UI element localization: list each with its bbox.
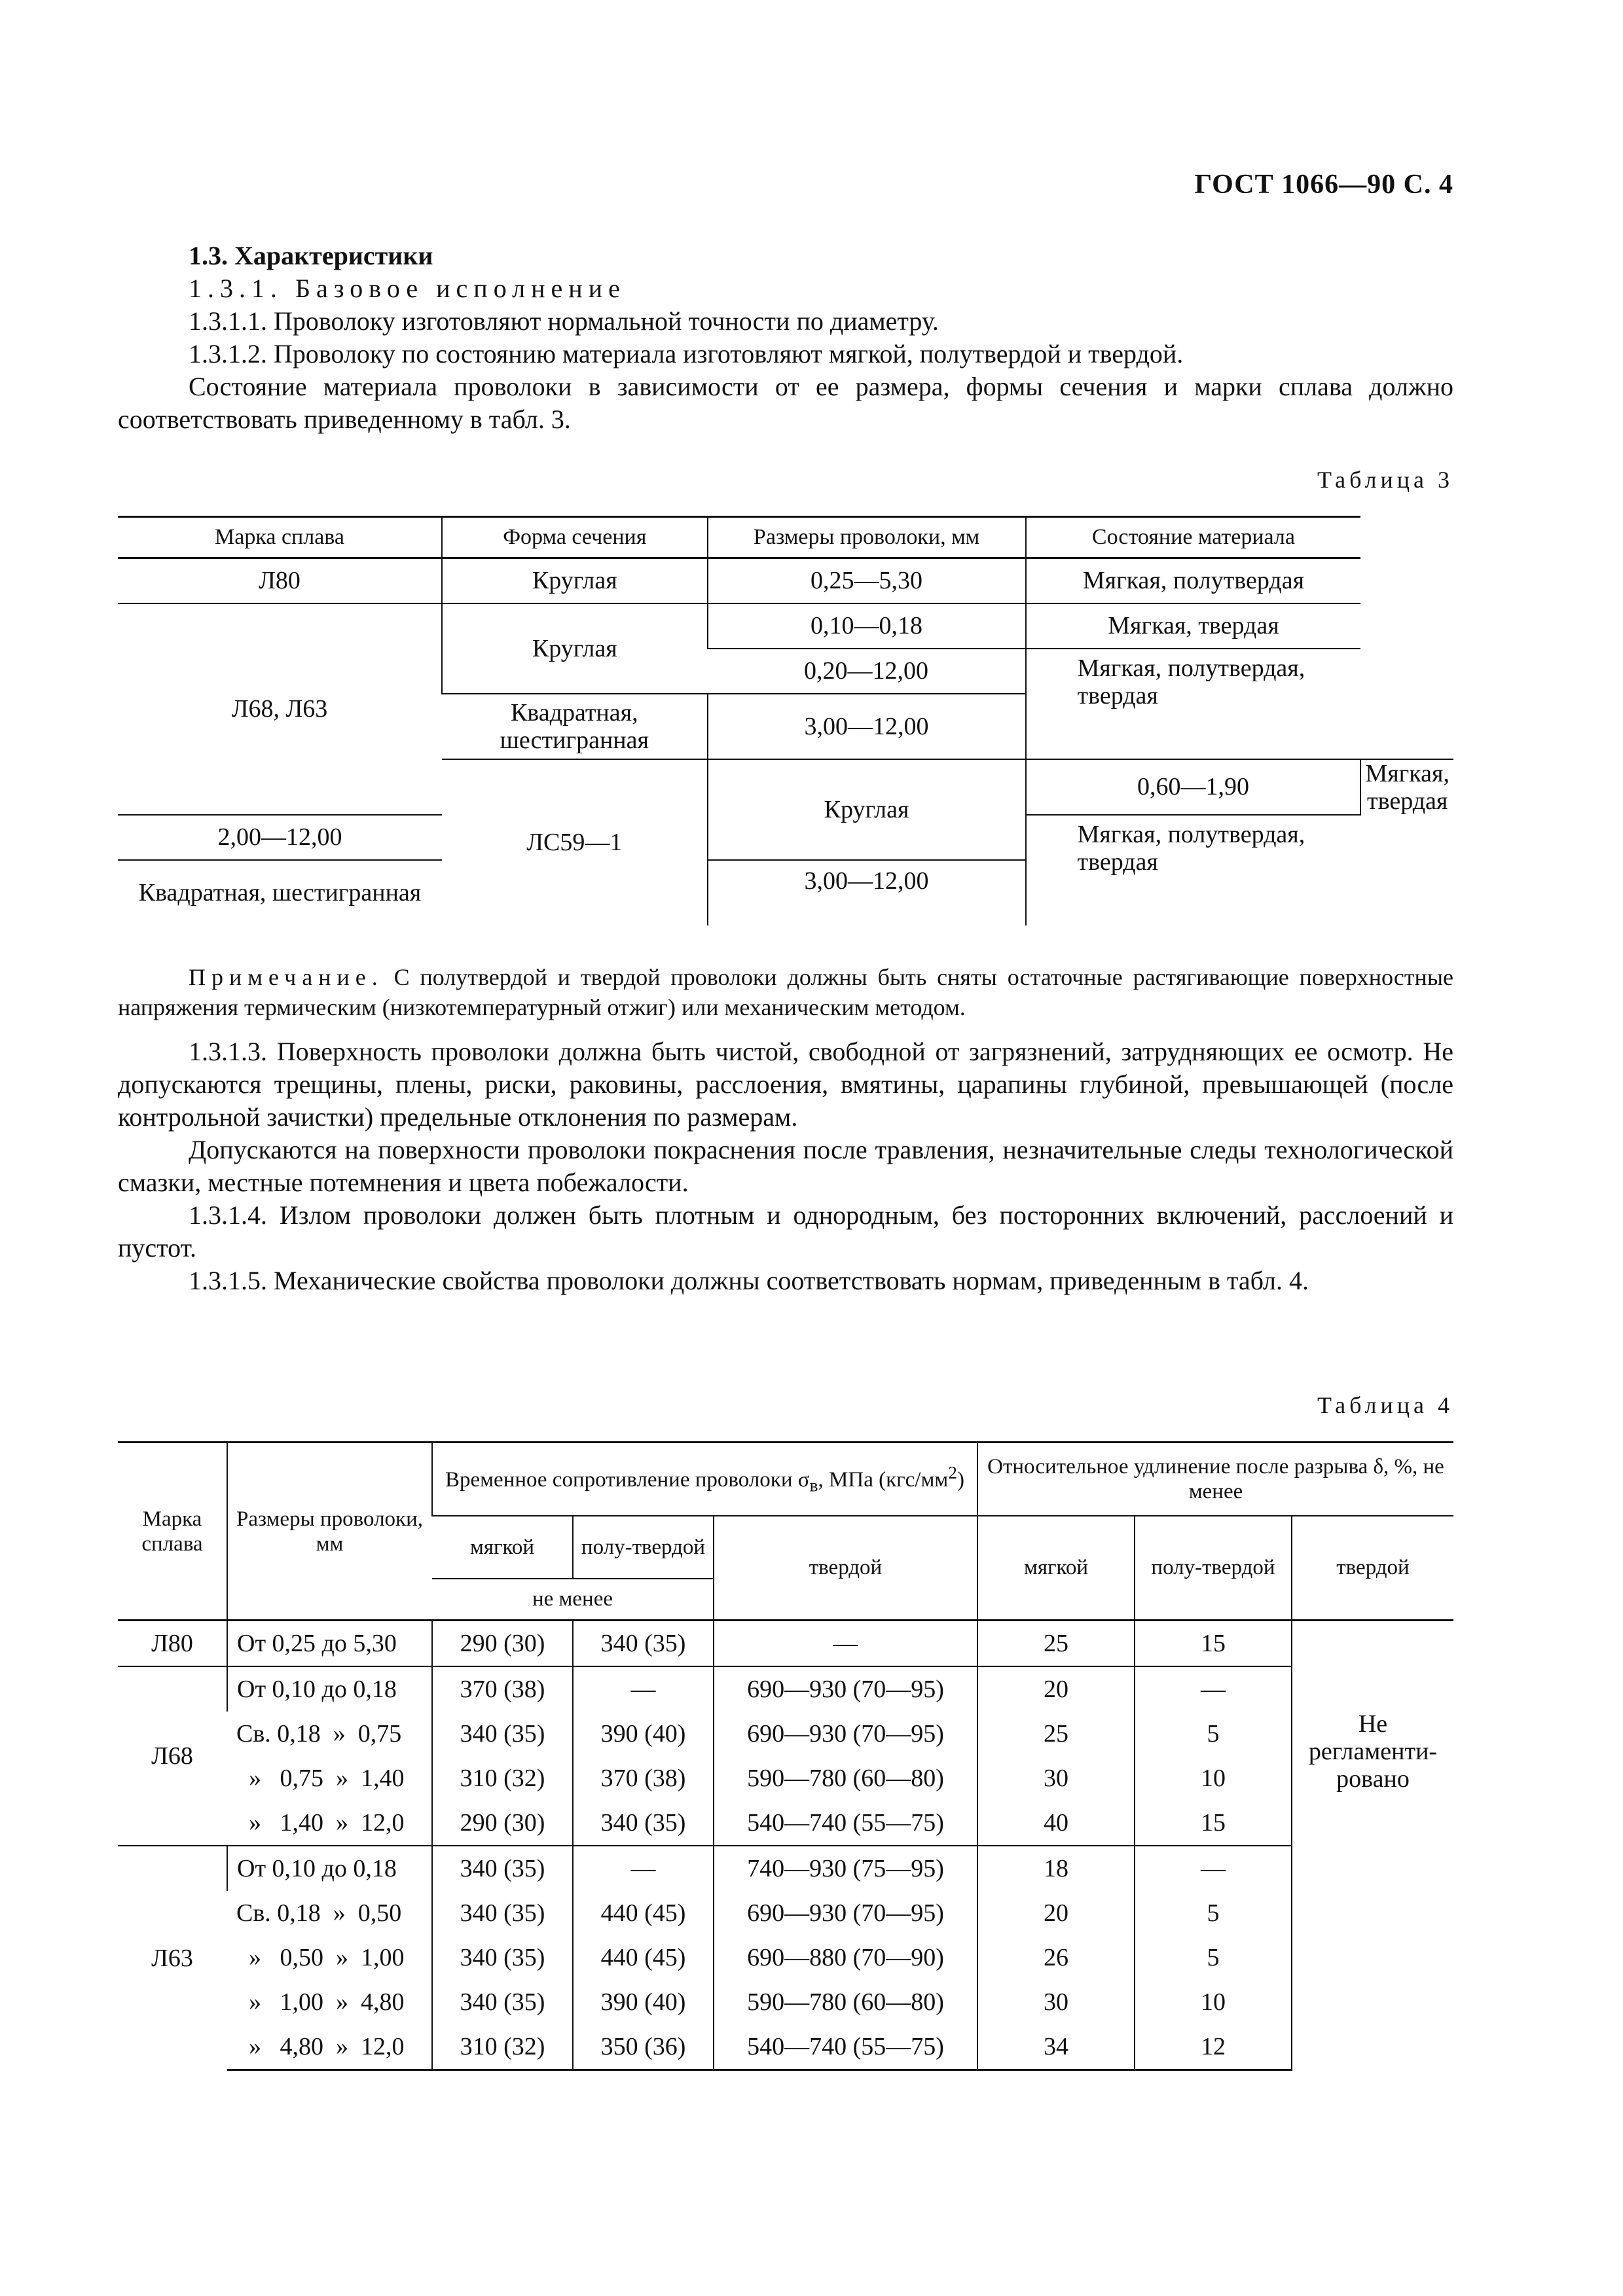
cell-strength-hard: 590—780 (60—80) xyxy=(714,1980,977,2024)
paragraph: 1.3.1.3. Поверхность проволоки должна быть чистой, свободной от загрязнений, затрудняющих ее осмотр. Не допускаются трещины, плены, риски, раковины, расслоения, вмятины, царапины глубиной, превышающей (после контрольной зачистки) предельные отклонения по размерам. xyxy=(118,1037,1453,1132)
cell-state: Мягкая, полутвердая xyxy=(1026,558,1361,603)
cell-elong-soft: 18 xyxy=(977,1846,1135,1891)
cell-strength-semi: 440 (45) xyxy=(573,1891,714,1935)
paragraph: 1.3.1.1. Проволоку изготовляют нормальной точности по диаметру. xyxy=(189,306,939,336)
header-elongation: Относительное удлинение после разрыва δ, %, не менее xyxy=(977,1443,1453,1516)
table-row xyxy=(118,1666,1453,1712)
cell-grade: Л80 xyxy=(118,1621,227,1667)
cell-elong-soft: 25 xyxy=(977,1621,1135,1667)
table-header: Форма сечения xyxy=(442,517,707,558)
cell-strength-semi: — xyxy=(573,1846,714,1891)
section-title: 1.3. Характеристики xyxy=(189,241,433,270)
cell-grade: Л63 xyxy=(118,1846,227,2070)
header-semi: полу-твердой xyxy=(573,1516,714,1579)
cell-strength-hard: — xyxy=(714,1621,977,1667)
cell-elong-soft: 30 xyxy=(977,1980,1135,2024)
table-4 xyxy=(118,1441,1453,2071)
cell-elong-soft: 25 xyxy=(977,1712,1135,1756)
cell-strength-soft: 340 (35) xyxy=(432,1712,573,1756)
table-header: Размеры проволоки, мм xyxy=(708,517,1026,558)
cell-strength-semi: 370 (38) xyxy=(573,1756,714,1801)
cell-strength-semi: 390 (40) xyxy=(573,1712,714,1756)
cell-strength-hard: 740—930 (75—95) xyxy=(714,1846,977,1891)
cell-shape: Квадратная, шестигранная xyxy=(118,860,442,925)
cell-strength-semi: 350 (36) xyxy=(573,2024,714,2070)
header-e-hard: твердой xyxy=(1292,1516,1453,1621)
page-header: ГОСТ 1066—90 С. 4 xyxy=(1194,170,1453,200)
cell-strength-soft: 290 (30) xyxy=(432,1621,573,1667)
cell-strength-soft: 290 (30) xyxy=(432,1801,573,1846)
table-header: Состояние материала xyxy=(1026,517,1361,558)
header-e-semi: полу-твердой xyxy=(1135,1516,1292,1621)
table-row xyxy=(118,1846,1453,1891)
paragraph: 1.3.1.2. Проволоку по состоянию материала изготовляют мягкой, полутвердой и твердой. xyxy=(189,339,1184,368)
table-row xyxy=(118,603,1453,649)
cell-strength-hard: 690—930 (70—95) xyxy=(714,1712,977,1756)
cell-size: От 0,10 до 0,18 xyxy=(227,1666,432,1712)
header-soft: мягкой xyxy=(432,1516,573,1579)
cell-strength-hard: 690—880 (70—90) xyxy=(714,1935,977,1980)
cell-elong-soft: 26 xyxy=(977,1935,1135,1980)
table-header: Марка сплава xyxy=(118,517,442,558)
cell-elong-semi: 5 xyxy=(1135,1935,1292,1980)
cell-elong-semi: 10 xyxy=(1135,1756,1292,1801)
cell-strength-hard: 540—740 (55—75) xyxy=(714,2024,977,2070)
table-row xyxy=(118,1712,1453,1756)
cell-elong-soft: 20 xyxy=(977,1891,1135,1935)
not-regulated-text: Не регламенти-рованo xyxy=(1308,1710,1438,1793)
cell-elong-semi: 5 xyxy=(1135,1891,1292,1935)
cell-strength-hard: 690—930 (70—95) xyxy=(714,1891,977,1935)
cell-strength-hard: 590—780 (60—80) xyxy=(714,1756,977,1801)
cell-state: Мягкая, твердая xyxy=(1026,603,1361,649)
document-page xyxy=(118,0,1453,2296)
cell-size: Св. 0,18 » 0,75 xyxy=(236,1720,402,1748)
cell-shape: Круглая xyxy=(442,603,707,694)
cell-state: Мягкая, полутвердая, твердая xyxy=(1026,649,1361,759)
table-3 xyxy=(118,516,1453,925)
cell-shape: Квадратная, шестигранная xyxy=(442,694,707,759)
cell-strength-soft: 310 (32) xyxy=(432,2024,573,2070)
cell-strength-semi: — xyxy=(573,1666,714,1712)
cell-size: 0,10—0,18 xyxy=(708,603,1026,649)
paragraph: Состояние материала проволоки в зависимости от ее размера, формы сечения и марки сплава должно соответствовать приведенному в табл. 3. xyxy=(118,372,1453,434)
cell-elong-semi: 15 xyxy=(1135,1621,1292,1667)
header-strength: Временное сопротивление проволоки $\sigma_в$, МПа $(кгс/мм^2)$ xyxy=(432,1443,977,1516)
table-row xyxy=(118,1891,1453,1935)
cell-strength-semi: 340 (35) xyxy=(573,1801,714,1846)
table-row xyxy=(118,1980,1453,2024)
cell-state: Мягкая, твердая xyxy=(1360,759,1453,815)
cell-grade: Л80 xyxy=(259,567,301,595)
header-hard: твердой xyxy=(714,1516,977,1621)
cell-size: От 0,10 до 0,18 xyxy=(227,1846,432,1891)
table-row xyxy=(118,1621,1453,1667)
cell-elong-semi: 10 xyxy=(1135,1980,1292,2024)
note-text: С полутвердой и твердой проволоки должны быть сняты остаточные растягивающие поверхностные напряжения термическим (низкотемпературный отжиг) или механическим методом. xyxy=(118,964,1453,1020)
cell-strength-soft: 340 (35) xyxy=(432,1891,573,1935)
table-row xyxy=(118,2024,1453,2070)
cell-elong-semi: — xyxy=(1135,1666,1292,1712)
cell-elong-semi: 12 xyxy=(1135,2024,1292,2070)
section-text xyxy=(118,240,1453,436)
cell-strength-hard: 540—740 (55—75) xyxy=(714,1801,977,1846)
table-row xyxy=(118,558,1453,603)
note-label: Примечание. xyxy=(189,964,384,990)
cell-grade: ЛС59—1 xyxy=(442,759,707,925)
paragraph: Допускаются на поверхности проволоки покраснения после травления, незначительные следы технологической смазки, местные потемнения и цвета побежалости. xyxy=(118,1135,1453,1197)
header-e-soft: мягкой xyxy=(977,1516,1135,1621)
cell-size: 3,00—12,00 xyxy=(708,860,1026,925)
cell-size: » 1,00 » 4,80 xyxy=(236,1988,405,2016)
cell-state: Мягкая, полутвердая, твердая xyxy=(1026,815,1361,925)
cell-size: Св. 0,18 » 0,50 xyxy=(236,1899,402,1927)
paragraph: 1.3.1.5. Механические свойства проволоки должны соответствовать нормам, приведенным в табл. 4. xyxy=(189,1266,1309,1295)
cell-elong-semi: 15 xyxy=(1135,1801,1292,1846)
cell-size: 3,00—12,00 xyxy=(708,694,1026,759)
table-row xyxy=(118,1801,1453,1846)
cell-elong-semi: 5 xyxy=(1135,1712,1292,1756)
cell-grade: Л68 xyxy=(118,1666,227,1846)
cell-elong-semi: — xyxy=(1135,1846,1292,1891)
cell-shape: Круглая xyxy=(708,759,1026,860)
cell-size: » 1,40 » 12,0 xyxy=(236,1809,405,1837)
cell-strength-semi: 440 (45) xyxy=(573,1935,714,1980)
cell-elong-soft: 30 xyxy=(977,1756,1135,1801)
cell-size: » 0,50 » 1,00 xyxy=(236,1944,405,1971)
table-4-caption: Таблица 4 xyxy=(1317,1392,1453,1418)
cell-elong-hard xyxy=(1292,1621,1453,2070)
cell-elong-soft: 34 xyxy=(977,2024,1135,2070)
header-size: Размеры проволоки, мм xyxy=(227,1443,432,1621)
cell-shape: Круглая xyxy=(442,558,707,603)
cell-strength-semi: 340 (35) xyxy=(573,1621,714,1667)
subsection-title: 1.3.1. Базовое исполнение xyxy=(189,274,626,303)
cell-size: 2,00—12,00 xyxy=(118,815,442,860)
cell-size: 0,60—1,90 xyxy=(1026,759,1361,815)
cell-elong-soft: 40 xyxy=(977,1801,1135,1846)
cell-size: » 0,75 » 1,40 xyxy=(236,1765,405,1792)
cell-size: » 4,80 » 12,0 xyxy=(227,2024,432,2070)
cell-elong-soft: 20 xyxy=(977,1666,1135,1712)
cell-strength-soft: 340 (35) xyxy=(432,1935,573,1980)
cell-strength-semi: 390 (40) xyxy=(573,1980,714,2024)
table-row xyxy=(118,1756,1453,1801)
cell-size: 0,20—12,00 xyxy=(708,649,1026,694)
cell-size: 0,25—5,30 xyxy=(708,558,1026,603)
cell-strength-hard: 690—930 (70—95) xyxy=(714,1666,977,1712)
paragraph: 1.3.1.4. Излом проволоки должен быть плотным и однородным, без посторонних включений, расслоений и пустот. xyxy=(118,1200,1453,1263)
table-3-caption: Таблица 3 xyxy=(1317,467,1453,493)
cell-strength-soft: 340 (35) xyxy=(432,1846,573,1891)
cell-strength-soft: 370 (38) xyxy=(432,1666,573,1712)
table-4-body xyxy=(118,1621,1453,2070)
cell-strength-soft: 310 (32) xyxy=(432,1756,573,1801)
header-grade: Марка сплава xyxy=(118,1443,227,1621)
table-note xyxy=(118,962,1453,1022)
cell-strength-soft: 340 (35) xyxy=(432,1980,573,2024)
table-row xyxy=(118,1935,1453,1980)
header-min: не менее xyxy=(432,1579,714,1621)
section-text xyxy=(118,1035,1453,1297)
cell-grade: Л68, Л63 xyxy=(118,603,442,815)
cell-size: От 0,25 до 5,30 xyxy=(227,1621,432,1667)
